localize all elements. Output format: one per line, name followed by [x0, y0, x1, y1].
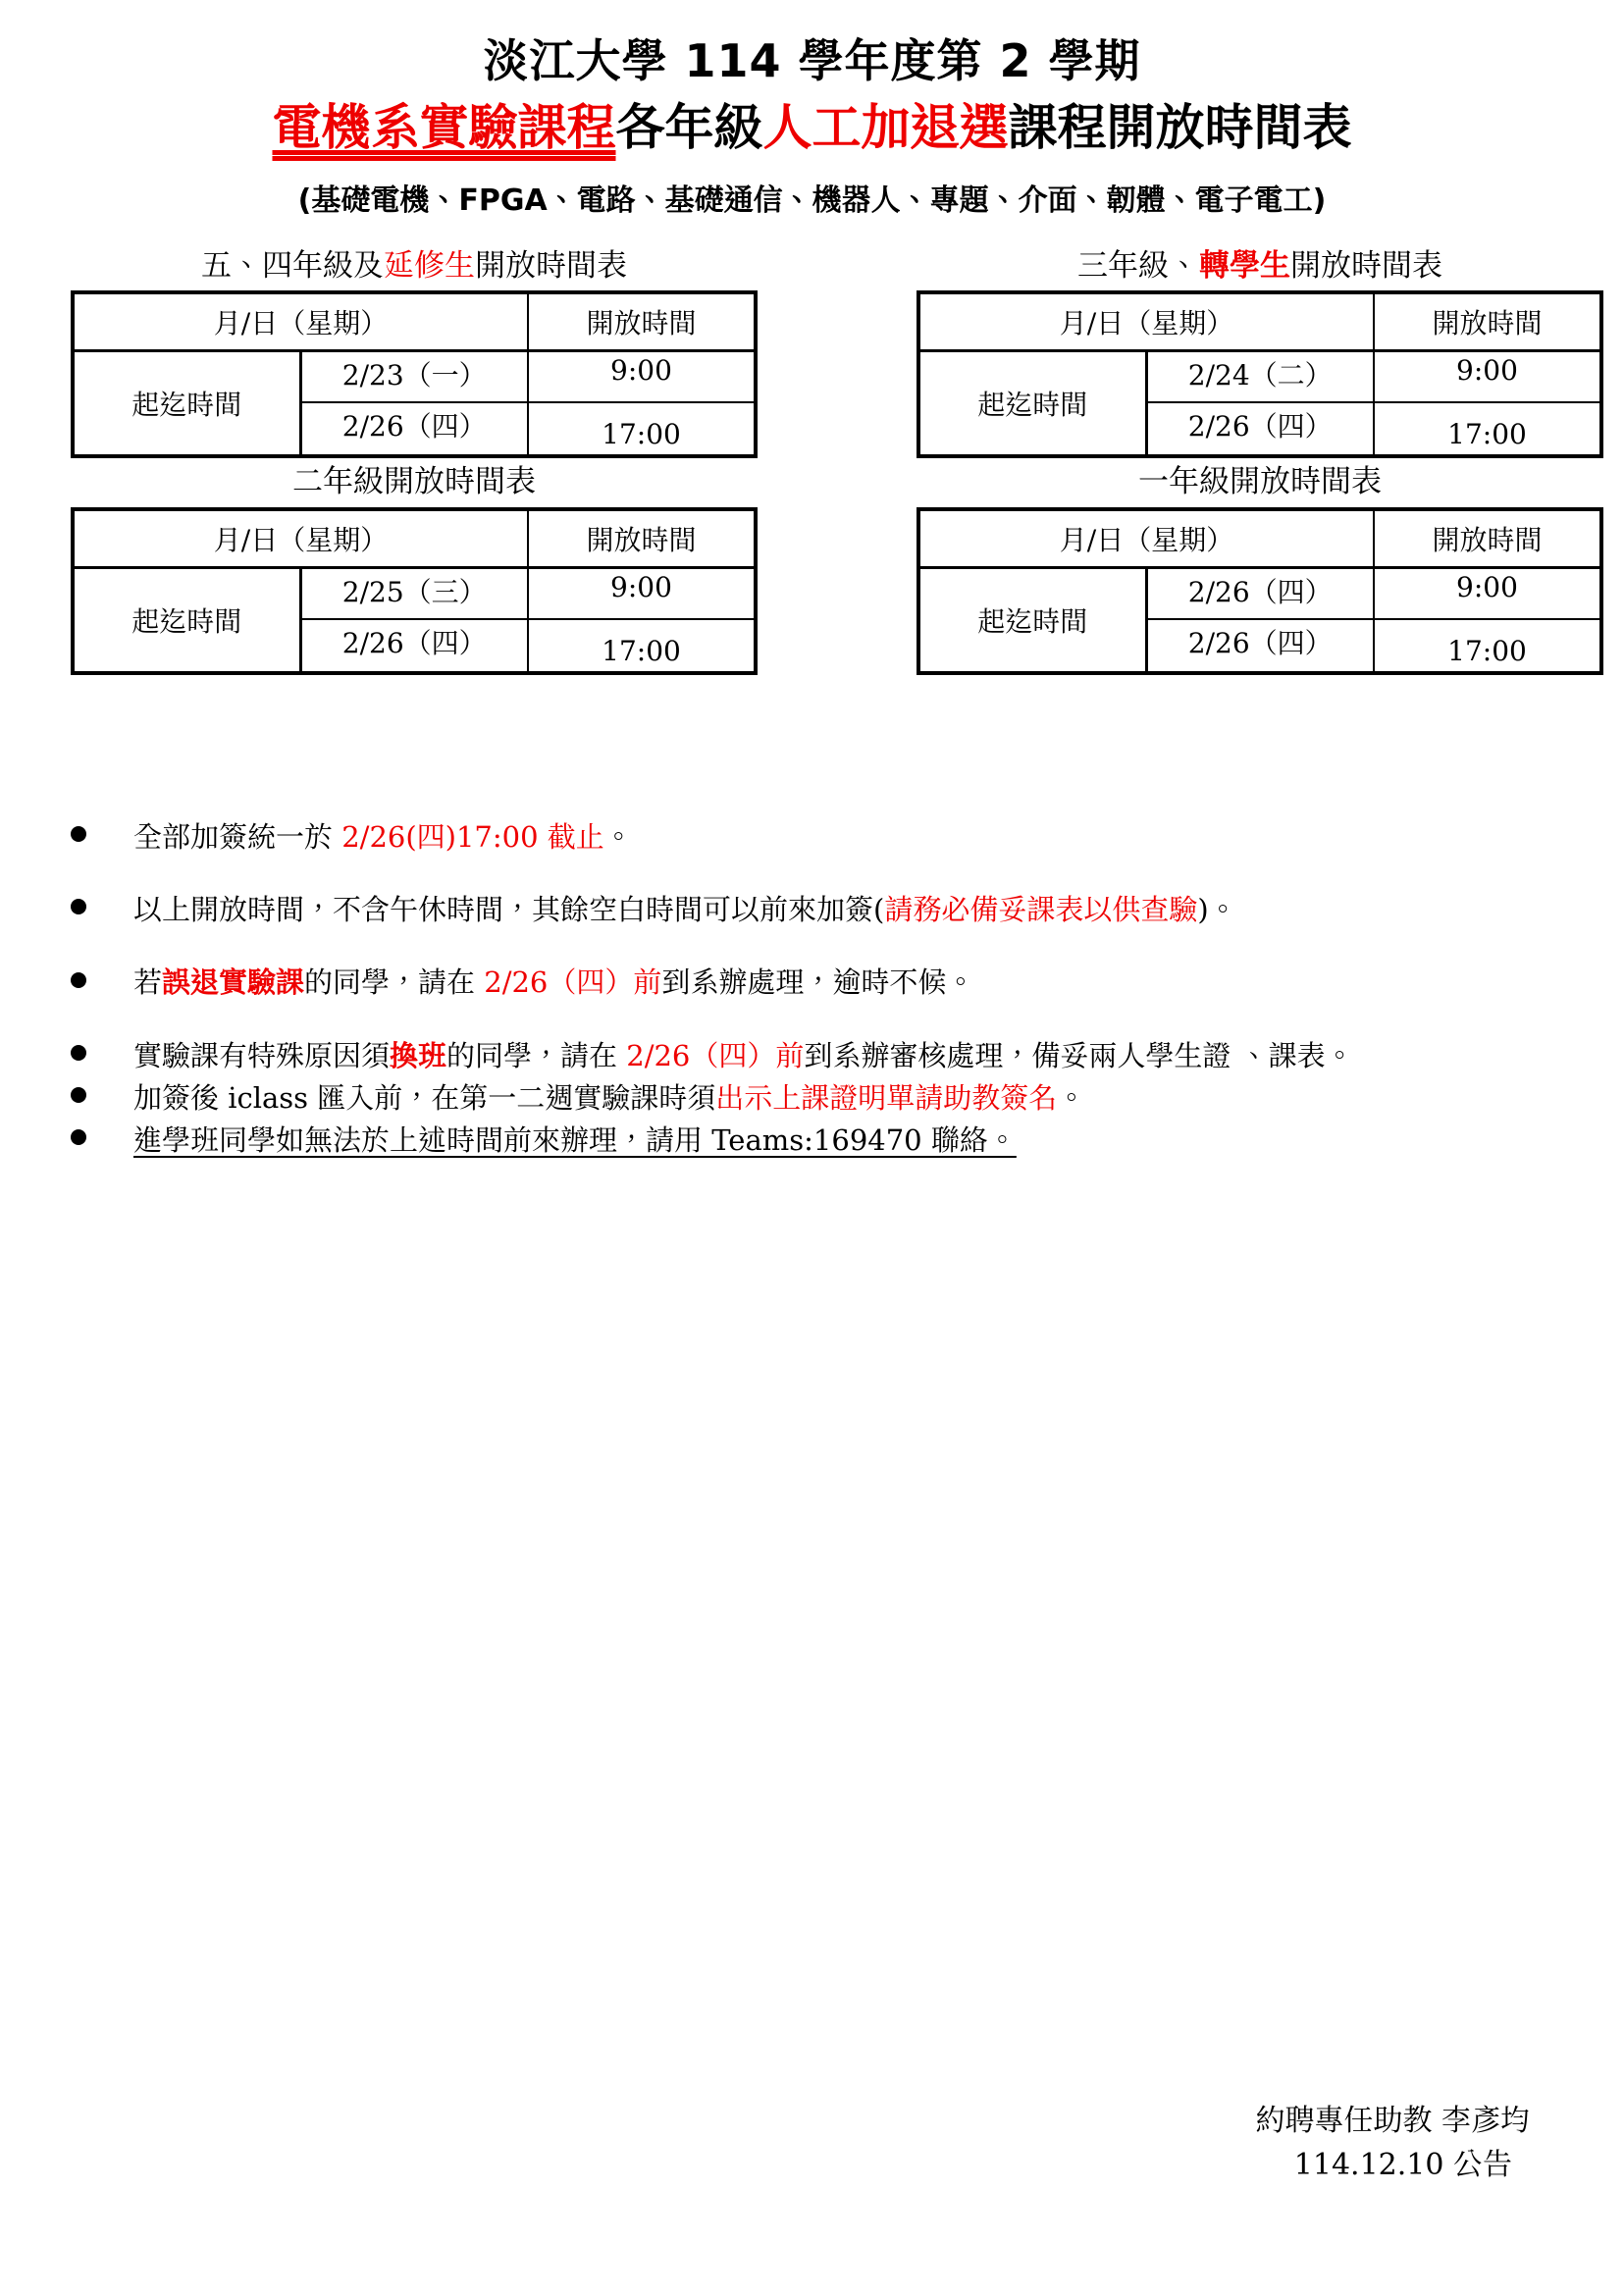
note-segment: )。 — [1197, 893, 1237, 927]
bullet-icon — [71, 1045, 86, 1061]
note-text — [133, 965, 974, 999]
table-header-row — [918, 509, 1601, 568]
schedule-table-freshman — [917, 507, 1603, 675]
caption-highlight: 轉學生 — [1199, 247, 1290, 284]
row-label-duration: 起迄時間 — [73, 568, 300, 674]
note-segment: 到系辦審核處理，備妥兩人學生證 、課表。 — [804, 1038, 1354, 1072]
caption-prefix: 二年級開放時間表 — [292, 464, 536, 500]
list-item — [71, 1079, 1624, 1118]
note-segment: 到系辦處理，逾時不候。 — [661, 965, 975, 1000]
note-text — [133, 820, 633, 854]
bullet-icon — [71, 826, 86, 842]
column-header-time: 開放時間 — [1374, 292, 1601, 351]
table-row — [73, 351, 756, 403]
bullet-icon — [71, 972, 86, 988]
list-item — [71, 1121, 1624, 1160]
caption-prefix: 三年級、 — [1077, 247, 1199, 284]
table-caption-sophomore — [71, 462, 758, 507]
note-segment: 誤退實驗課 — [162, 965, 305, 1000]
schedule-table-sophomore — [71, 507, 758, 675]
cell-start-date: 2/23（一） — [300, 351, 528, 403]
note-segment: 。 — [1057, 1080, 1086, 1115]
row-label-duration: 起迄時間 — [918, 568, 1146, 674]
note-segment: 換班 — [390, 1038, 447, 1072]
footer-announcement-date: 114.12.10 公告 — [1293, 2148, 1512, 2182]
caption-suffix: 開放時間表 — [475, 247, 627, 284]
note-segment: 加簽後 iclass 匯入前，在第一二週實驗課時須 — [133, 1080, 716, 1115]
column-header-time: 開放時間 — [528, 509, 756, 568]
page-subtitle: (基礎電機、FPGA、電路、基礎通信、機器人、專題、介面、韌體、電子電工) — [297, 183, 1327, 218]
footer-signature-block — [1255, 2099, 1530, 2187]
cell-end-time: 17:00 — [1374, 402, 1601, 456]
column-header-date: 月/日（星期） — [73, 292, 528, 351]
caption-prefix: 五、四年級及 — [201, 247, 384, 284]
notes-list — [0, 818, 1624, 1160]
table-header-row — [73, 509, 756, 568]
bullet-icon — [71, 1129, 86, 1145]
note-text — [133, 1123, 1017, 1157]
table-header-row — [918, 292, 1601, 351]
note-text — [133, 1039, 1354, 1072]
list-item — [71, 964, 1624, 1002]
note-text — [133, 1081, 1085, 1115]
cell-start-time: 9:00 — [528, 351, 756, 403]
table-row — [73, 568, 756, 620]
schedule-table-junior — [917, 290, 1603, 458]
page-title-line1: 淡江大學 114 學年度第 2 學期 — [483, 34, 1141, 87]
column-header-time: 開放時間 — [528, 292, 756, 351]
schedule-table-senior-block — [71, 246, 758, 459]
note-text — [133, 893, 1237, 926]
schedule-table-junior-block — [917, 246, 1603, 459]
cell-start-time: 9:00 — [528, 568, 756, 620]
note-segment: 2/26（四）前 — [484, 965, 662, 1000]
table-caption-junior — [917, 246, 1603, 291]
note-segment: 進學班同學如無法於上述時間前來辦理，請用 Teams:169470 聯絡。 — [133, 1122, 1017, 1157]
note-segment: 全部加簽統一於 — [133, 820, 342, 855]
table-row — [918, 568, 1601, 620]
title-highlight-manual-addrop: 人工加退選 — [762, 98, 1009, 156]
note-segment: 的同學，請在 — [304, 965, 485, 1000]
title-segment-schedule: 課程開放時間表 — [1008, 98, 1352, 156]
page-title-line2 — [0, 96, 1624, 160]
column-header-time: 開放時間 — [1374, 509, 1601, 568]
footer-signature: 約聘專任助教 李彥均 — [1255, 2104, 1530, 2138]
note-segment: 出示上課證明單請助教簽名 — [715, 1080, 1058, 1115]
title-highlight-department: 電機系實驗課程 — [272, 98, 616, 156]
schedule-table-senior — [71, 290, 758, 458]
cell-end-time: 17:00 — [528, 619, 756, 673]
cell-end-date: 2/26（四） — [300, 619, 528, 673]
note-segment: 以上開放時間，不含午休時間，其餘空白時間可以前來加簽( — [133, 893, 885, 927]
cell-end-time: 17:00 — [528, 402, 756, 456]
schedule-tables-grid — [0, 246, 1624, 676]
cell-end-date: 2/26（四） — [300, 402, 528, 456]
cell-start-time: 9:00 — [1374, 351, 1601, 403]
note-segment: 2/26（四）前 — [626, 1038, 805, 1072]
cell-end-date: 2/26（四） — [1146, 619, 1374, 673]
note-segment: 的同學，請在 — [446, 1038, 627, 1072]
list-item — [71, 1037, 1624, 1075]
cell-start-date: 2/26（四） — [1146, 568, 1374, 620]
bullet-icon — [71, 1087, 86, 1103]
schedule-table-freshman-block — [917, 462, 1603, 675]
cell-start-date: 2/25（三） — [300, 568, 528, 620]
column-header-date: 月/日（星期） — [918, 292, 1374, 351]
table-header-row — [73, 292, 756, 351]
row-label-duration: 起迄時間 — [918, 351, 1146, 457]
bullet-icon — [71, 899, 86, 914]
note-segment: 請務必備妥課表以供查驗 — [884, 893, 1198, 927]
schedule-table-sophomore-block — [71, 462, 758, 675]
caption-highlight: 延修生 — [384, 247, 475, 284]
row-label-duration: 起迄時間 — [73, 351, 300, 457]
caption-suffix: 開放時間表 — [1290, 247, 1442, 284]
table-row — [918, 351, 1601, 403]
table-caption-freshman — [917, 462, 1603, 507]
column-header-date: 月/日（星期） — [73, 509, 528, 568]
caption-prefix: 一年級開放時間表 — [1138, 464, 1382, 500]
title-segment-grades: 各年級 — [615, 98, 763, 156]
cell-start-time: 9:00 — [1374, 568, 1601, 620]
cell-end-date: 2/26（四） — [1146, 402, 1374, 456]
column-header-date: 月/日（星期） — [918, 509, 1374, 568]
table-caption-senior — [71, 246, 758, 291]
list-item — [71, 818, 1624, 857]
note-segment: 。 — [603, 820, 633, 855]
list-item — [71, 891, 1624, 929]
title-block — [0, 0, 1624, 219]
cell-start-date: 2/24（二） — [1146, 351, 1374, 403]
cell-end-time: 17:00 — [1374, 619, 1601, 673]
note-segment: 2/26(四)17:00 截止 — [341, 820, 604, 855]
note-segment: 若 — [133, 965, 163, 1000]
note-segment: 實驗課有特殊原因須 — [133, 1038, 391, 1072]
